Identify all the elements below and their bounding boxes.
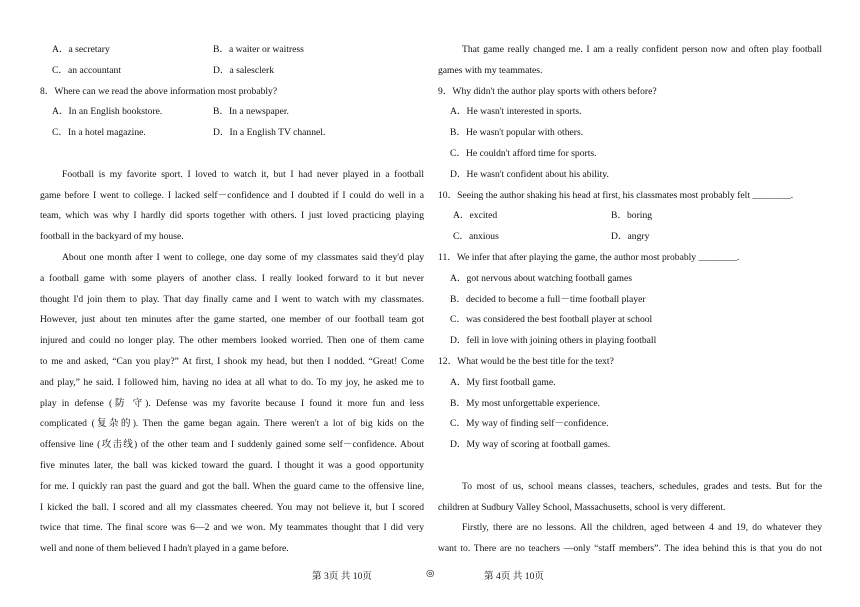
q12-option-c: C．My way of finding self－confidence.: [450, 418, 609, 430]
passage-football: [40, 165, 424, 560]
passage-line: and play,” he said. I followed him, having no idea at all what to do. To my joy, he asked me to: [40, 376, 424, 388]
passage-line: offensive line (攻击线) of the other team and I suddenly gained some self－confidence. About: [40, 439, 424, 451]
passage-line: well and none of them believed I hadn't played in a game before.: [40, 543, 289, 555]
right-page-number: 第 4页 共 10页: [484, 571, 544, 582]
q10-option-c: C．anxious: [453, 231, 499, 243]
passage-line: thought I'd join them to play. That day finally came and I went to watch with my classmates.: [40, 293, 424, 305]
passage-line: team, which was why I hardly did sports together with others. I just loved practicing playing: [40, 210, 424, 222]
page-footer: [0, 568, 860, 584]
q11-option-d: D．fell in love with joining others in playing football: [450, 335, 657, 347]
passage-line: play in defense (防 守). Defense was my favorite because I found it more fun and less: [40, 397, 424, 409]
passage-line: Firstly, there are no lessons. All the children, aged between 4 and 19, do whatever they: [462, 522, 822, 534]
q8-option-a: A．In an English bookstore.: [52, 106, 163, 118]
q10-option-a: A．excited: [453, 210, 498, 222]
q7-option-row-2: [40, 61, 424, 82]
q9-option-b: B．He wasn't popular with others.: [450, 127, 584, 139]
q10-option-row-2: [438, 227, 822, 248]
passage-line: injured and could no longer play. The other members looked worried. Then one of them came: [40, 335, 424, 347]
passage-line: To most of us, school means classes, teachers, schedules, grades and tests. But for the: [462, 480, 822, 492]
passage-line: game before I went to college. I lacked self－confidence and I doubted if I could do well in a: [40, 189, 424, 201]
q11-option-b: B．decided to become a full－time football player: [450, 293, 646, 305]
passage-line: five minutes later, the ball was kicked toward the guard. I thought it was a good opportunity: [40, 459, 424, 471]
q8-option-b: B．In a newspaper.: [213, 106, 289, 118]
passage-line: games with my teammates.: [438, 64, 543, 76]
passage-line: I kicked the ball. I scored and all my classmates cheered. You may not believe it, but I scored: [40, 501, 424, 513]
q10-stem: 10．Seeing the author shaking his head at first, his classmates most probably felt ________.: [438, 189, 794, 201]
passage-line: want to. There are no teachers —only “staff members”. The idea behind this is that you do not: [438, 543, 822, 555]
q7-option-a: A．a secretary: [52, 44, 110, 55]
passage-line: twice that time. The final score was 6—2 and we won. My teammates thought that I did very: [40, 522, 424, 534]
passage-line: complicated (复杂的). Then the game began again. There weren't a lot of big kids on the: [40, 418, 424, 430]
passage-line: However, just about ten minutes after the game started, one member of our football team got: [40, 314, 424, 326]
passage-line: to me and asked, “Can you play?” At first, I shook my head, but then I nodded. “Great! Come: [40, 355, 424, 367]
passage-line: for me. I quickly ran past the guard and got the ball. When the guard came to the offensive line,: [40, 480, 424, 492]
passage-line: That game really changed me. I am a really confident person now and often play football: [462, 44, 822, 55]
passage-line: About one month after I went to college, one day some of my classmates said they'd play: [62, 251, 424, 263]
q10-option-b: B．boring: [611, 210, 653, 222]
q12-stem: 12．What would be the best title for the text?: [438, 355, 614, 367]
passage-line: a football game with some players of another class. I really looked forward to it but never: [40, 272, 424, 284]
right-column: [438, 40, 822, 560]
q11-stem: 11．We infer that after playing the game, the author most probably ________.: [438, 251, 740, 263]
passage-line: football in the backyard of my house.: [40, 231, 184, 243]
q9-stem: 9．Why didn't the author play sports with others before?: [438, 85, 657, 97]
q7-option-c: C．an accountant: [52, 64, 121, 76]
q8-stem: 8．Where can we read the above information most probably?: [40, 85, 278, 97]
q7-option-d: D．a salesclerk: [213, 64, 275, 76]
q12-option-a: A．My first football game.: [450, 376, 556, 388]
passage-line: Football is my favorite sport. I loved to watch it, but I had never played in a football: [62, 168, 424, 180]
left-column: [40, 40, 424, 560]
footer-symbol: ◎: [426, 568, 435, 579]
q10-option-row-1: [438, 206, 822, 227]
q12-option-d: D．My way of scoring at football games.: [450, 439, 611, 451]
q11-option-c: C．was considered the best football player at school: [450, 314, 653, 326]
q7-option-row-1: [40, 40, 424, 61]
q8-option-row-1: [40, 102, 424, 123]
q9-option-d: D．He wasn't confident about his ability.: [450, 168, 609, 180]
q8-option-row-2: [40, 123, 424, 144]
q10-option-d: D．angry: [611, 231, 650, 243]
left-page-number: 第 3页 共 10页: [312, 571, 372, 582]
q8-option-c: C．In a hotel magazine.: [52, 127, 146, 139]
q12-option-b: B．My most unforgettable experience.: [450, 397, 601, 409]
passage-line: children at Sudbury Valley School, Massachusetts, school is very different.: [438, 501, 726, 513]
q8-option-d: D．In a English TV channel.: [213, 127, 326, 139]
q9-option-c: C．He couldn't afford time for sports.: [450, 147, 597, 159]
q11-option-a: A．got nervous about watching football games: [450, 272, 632, 284]
q7-option-b: B．a waiter or waitress: [213, 44, 304, 55]
q9-option-a: A．He wasn't interested in sports.: [450, 106, 582, 118]
